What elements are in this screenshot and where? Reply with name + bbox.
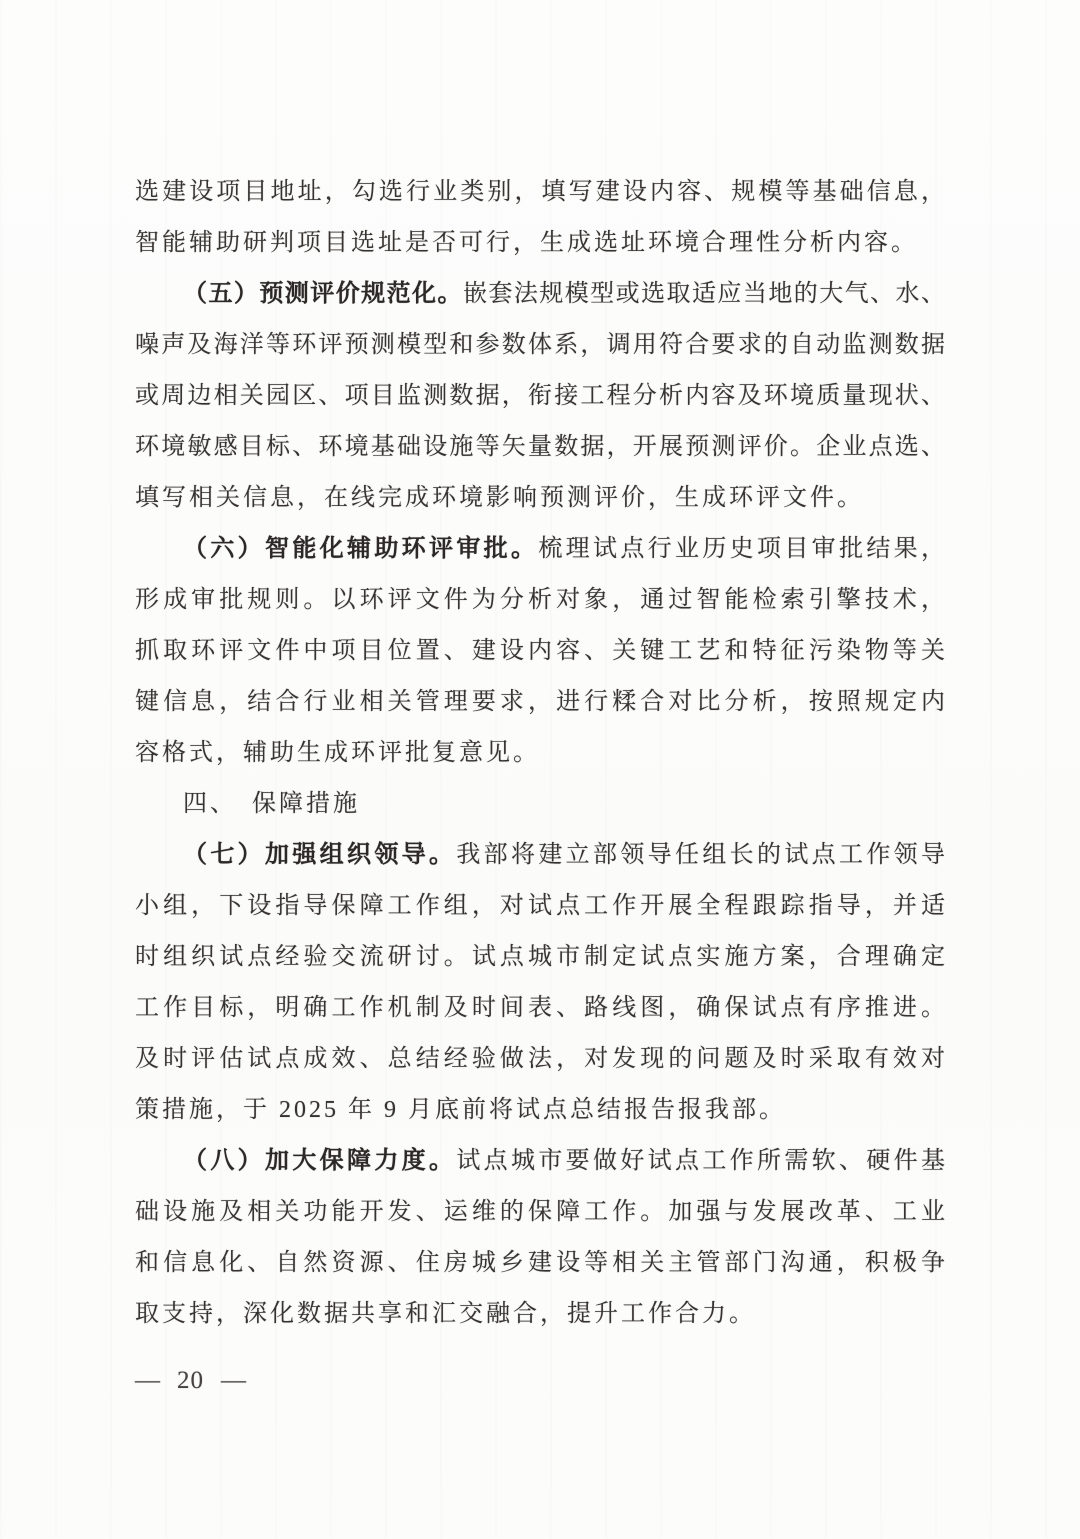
text-line xyxy=(135,320,945,371)
line-text: 噪声及海洋等环评预测模型和参数体系，调用符合要求的自动监测数据 xyxy=(135,332,945,358)
line-text: 或周边相关园区、项目监测数据，衔接工程分析内容及环境质量现状、 xyxy=(135,383,945,409)
line-text: 和信息化、自然资源、住房城乡建设等相关主管部门沟通，积极争 xyxy=(135,1250,945,1276)
text-line xyxy=(135,1034,945,1085)
line-text: 容格式，辅助生成环评批复意见。 xyxy=(135,740,540,766)
page-number: 20 xyxy=(177,1367,204,1394)
page-footer xyxy=(135,1361,246,1401)
line-text: 四、 保障措施 xyxy=(183,791,360,817)
chapter-heading-4 xyxy=(135,779,945,830)
line-text: 形成审批规则。以环评文件为分析对象，通过智能检索引擎技术， xyxy=(135,587,945,613)
line-text: 时组织试点经验交流研讨。试点城市制定试点实施方案，合理确定 xyxy=(135,944,945,970)
line-text: 环境敏感目标、环境基础设施等矢量数据，开展预测评价。企业点选、 xyxy=(135,434,945,460)
text-line xyxy=(135,932,945,983)
text-line xyxy=(135,983,945,1034)
text-line xyxy=(135,728,945,779)
text-line xyxy=(135,473,945,524)
line-text: 填写相关信息，在线完成环境影响预测评价，生成环评文件。 xyxy=(135,485,864,511)
line-text: 智能辅助研判项目选址是否可行，生成选址环境合理性分析内容。 xyxy=(135,230,918,256)
section-heading-6: （六）智能化辅助环评审批。 xyxy=(183,536,539,562)
text-line xyxy=(135,269,945,320)
text-line xyxy=(135,218,945,269)
document-body xyxy=(135,167,945,1340)
text-line xyxy=(135,524,945,575)
line-text: 嵌套法规模型或选取适应当地的大气、水、 xyxy=(462,281,945,307)
text-line xyxy=(135,575,945,626)
line-text: 抓取环评文件中项目位置、建设内容、关键工艺和特征污染物等关 xyxy=(135,638,945,664)
line-text: 工作目标，明确工作机制及时间表、路线图，确保试点有序推进。 xyxy=(135,995,945,1021)
line-text: 选建设项目地址，勾选行业类别，填写建设内容、规模等基础信息， xyxy=(135,179,945,205)
text-line xyxy=(135,830,945,881)
line-text: 试点城市要做好试点工作所需软、硬件基 xyxy=(456,1148,945,1174)
text-line xyxy=(135,677,945,728)
section-heading-5: （五）预测评价规范化。 xyxy=(183,281,463,307)
text-line xyxy=(135,881,945,932)
line-text: 我部将建立部领导任组长的试点工作领导 xyxy=(456,842,945,868)
text-line xyxy=(135,422,945,473)
text-line xyxy=(135,167,945,218)
section-heading-7: （七）加强组织领导。 xyxy=(183,842,457,868)
section-heading-8: （八）加大保障力度。 xyxy=(183,1148,457,1174)
line-text: 取支持，深化数据共享和汇交融合，提升工作合力。 xyxy=(135,1301,756,1327)
line-text: 础设施及相关功能开发、运维的保障工作。加强与发展改革、工业 xyxy=(135,1199,945,1225)
line-text: 梳理试点行业历史项目审批结果， xyxy=(538,536,945,562)
text-line xyxy=(135,1238,945,1289)
line-text: 策措施，于 2025 年 9 月底前将试点总结报告报我部。 xyxy=(135,1097,786,1123)
line-text: 键信息，结合行业相关管理要求，进行糅合对比分析，按照规定内 xyxy=(135,689,945,715)
text-line xyxy=(135,1187,945,1238)
text-line xyxy=(135,1136,945,1187)
text-line xyxy=(135,1289,945,1340)
text-line xyxy=(135,626,945,677)
text-line xyxy=(135,1085,945,1136)
text-line xyxy=(135,371,945,422)
footer-dash-left: — xyxy=(135,1367,160,1394)
line-text: 及时评估试点成效、总结经验做法，对发现的问题及时采取有效对 xyxy=(135,1046,945,1072)
line-text: 小组，下设指导保障工作组，对试点工作开展全程跟踪指导，并适 xyxy=(135,893,945,919)
footer-dash-right: — xyxy=(221,1367,246,1394)
